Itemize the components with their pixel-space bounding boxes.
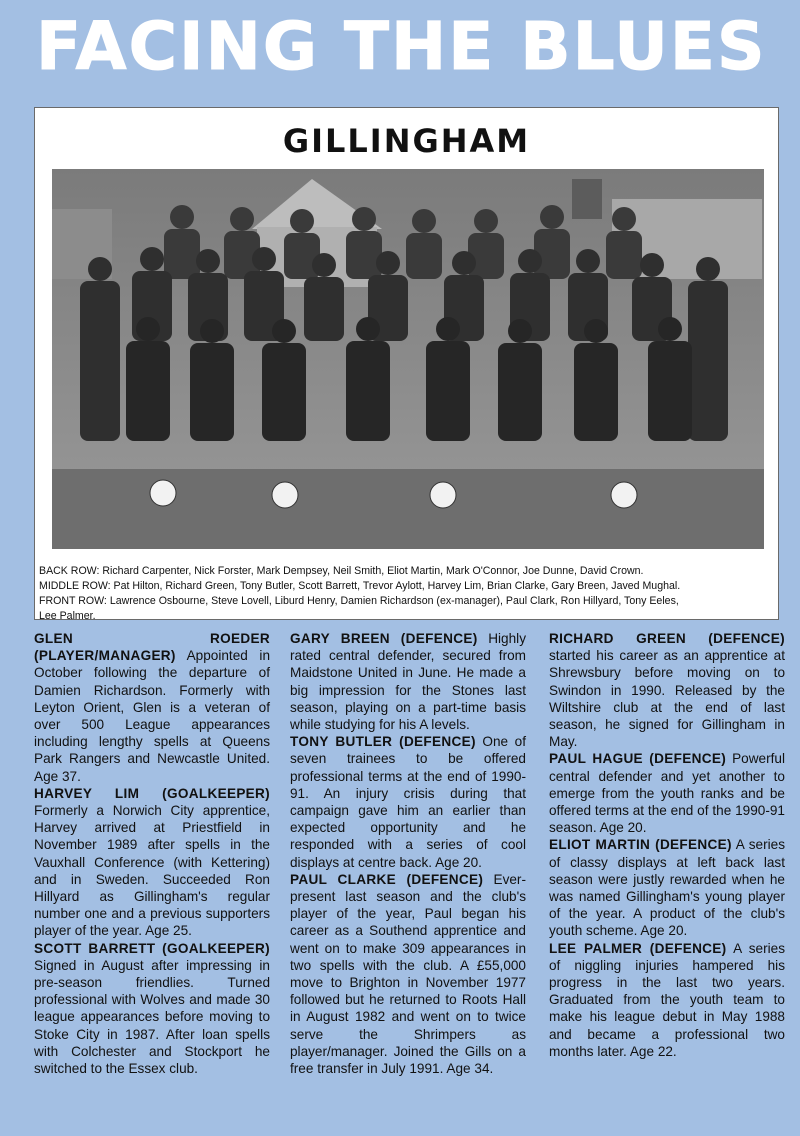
caption-front-row: FRONT ROW: Lawrence Osbourne, Steve Lovell, Liburd Henry, Damien Richardson (ex-manager), Paul Clark, Ron Hillyard, Tony Eeles, — [39, 595, 679, 607]
bio-column-1 — [34, 630, 270, 1077]
caption-back-row: BACK ROW: Richard Carpenter, Nick Forster, Mark Dempsey, Neil Smith, Eliot Martin, Mark O'Connor, Joe Dunne, David Crown. — [39, 565, 644, 577]
bio-paul-clarke: PAUL CLARKE (DEFENCE) Ever-present last season and the club's player of the year, Paul began his career as a Southend apprentice and went on to make 309 appearances in two spells with the club. A £55,000 move to Brighton in November 1977 followed but he returned to Roots Hall in August 1982 and went on to twice serve the Shrimpers as player/manager. Joined the Gills on a free transfer in July 1991. Age 34. — [290, 871, 526, 1077]
team-photo-panel — [34, 107, 779, 620]
page-title: FACING THE BLUES — [36, 8, 767, 85]
bio-gary-breen: GARY BREEN (DEFENCE) Highly rated central defender, secured from Maidstone United in June. He made a big impression for the Stones last season, playing on a part-time basis while studying for his A levels. — [290, 631, 526, 733]
team-photo-image — [52, 169, 764, 549]
bio-column-3 — [549, 630, 785, 1060]
player-bios — [34, 630, 786, 1130]
bio-paul-hague: PAUL HAGUE (DEFENCE) Powerful central defender and yet another to emerge from the youth ranks and be offered terms at the end of the 1990-91 season. Age 20. — [549, 751, 786, 836]
bio-richard-green: RICHARD GREEN (DEFENCE) started his career as an apprentice at Shrewsbury before moving on to Swindon in 1990. Released by the Wiltshire club at the end of last season, he signed for Gillingham in May. — [549, 631, 785, 750]
bio-tony-butler: TONY BUTLER (DEFENCE) One of seven trainees to be offered professional terms at the end of 1990-91. An injury crisis during that campaign gave him an earlier than expected opportunity and he responded with a series of cool displays at centre back. Age 20. — [290, 734, 526, 870]
caption-front-row-cont: Lee Palmer. — [39, 610, 96, 622]
photo-caption — [39, 564, 775, 624]
bio-harvey-lim: HARVEY LIM (GOALKEEPER) Formerly a Norwich City apprentice, Harvey arrived at Priestfield in November 1989 after spells in the Vauxhall Conference (with Kettering) and in Sweden. Succeeded Ron Hillyard as Gillingham's regular number one and a previous supporters player of the year. Age 25. — [34, 785, 270, 939]
team-name: GILLINGHAM — [282, 122, 531, 160]
caption-middle-row: MIDDLE ROW: Pat Hilton, Richard Green, Tony Butler, Scott Barrett, Trevor Aylott, Harvey Lim, Brian Clarke, Gary Breen, Javed Mughal. — [39, 580, 681, 592]
bio-column-2 — [290, 630, 526, 1077]
masthead — [0, 0, 800, 98]
bio-eliot-martin: ELIOT MARTIN (DEFENCE) A series of classy displays at left back last season were justly rewarded when he was named Gillingham's young player of the year. A product of the club's youth scheme. Age 20. — [549, 837, 785, 939]
team-photo — [52, 169, 764, 549]
bio-lee-palmer: LEE PALMER (DEFENCE) A series of niggling injuries hampered his progress in the last two years. Graduated from the youth team to make his league debut in May 1988 and became a professional two months later. Age 22. — [549, 940, 785, 1059]
bio-scott-barrett: SCOTT BARRETT (GOALKEEPER) Signed in August after impressing in pre-season friendlies. Turned professional with Wolves and made 30 league appearances before moving to Stoke City in 1987. After loan spells with Colchester and Stockport he switched to the Essex club. — [34, 940, 270, 1077]
bio-glen-roeder: GLEN ROEDER (PLAYER/MANAGER) Appointed in October following the departure of Damien Richardson. Formerly with Leyton Orient, Glen is a veteran of over 500 League appearances including lengthy spells at Queens Park Rangers and Newcastle United. Age 37. — [34, 631, 270, 784]
